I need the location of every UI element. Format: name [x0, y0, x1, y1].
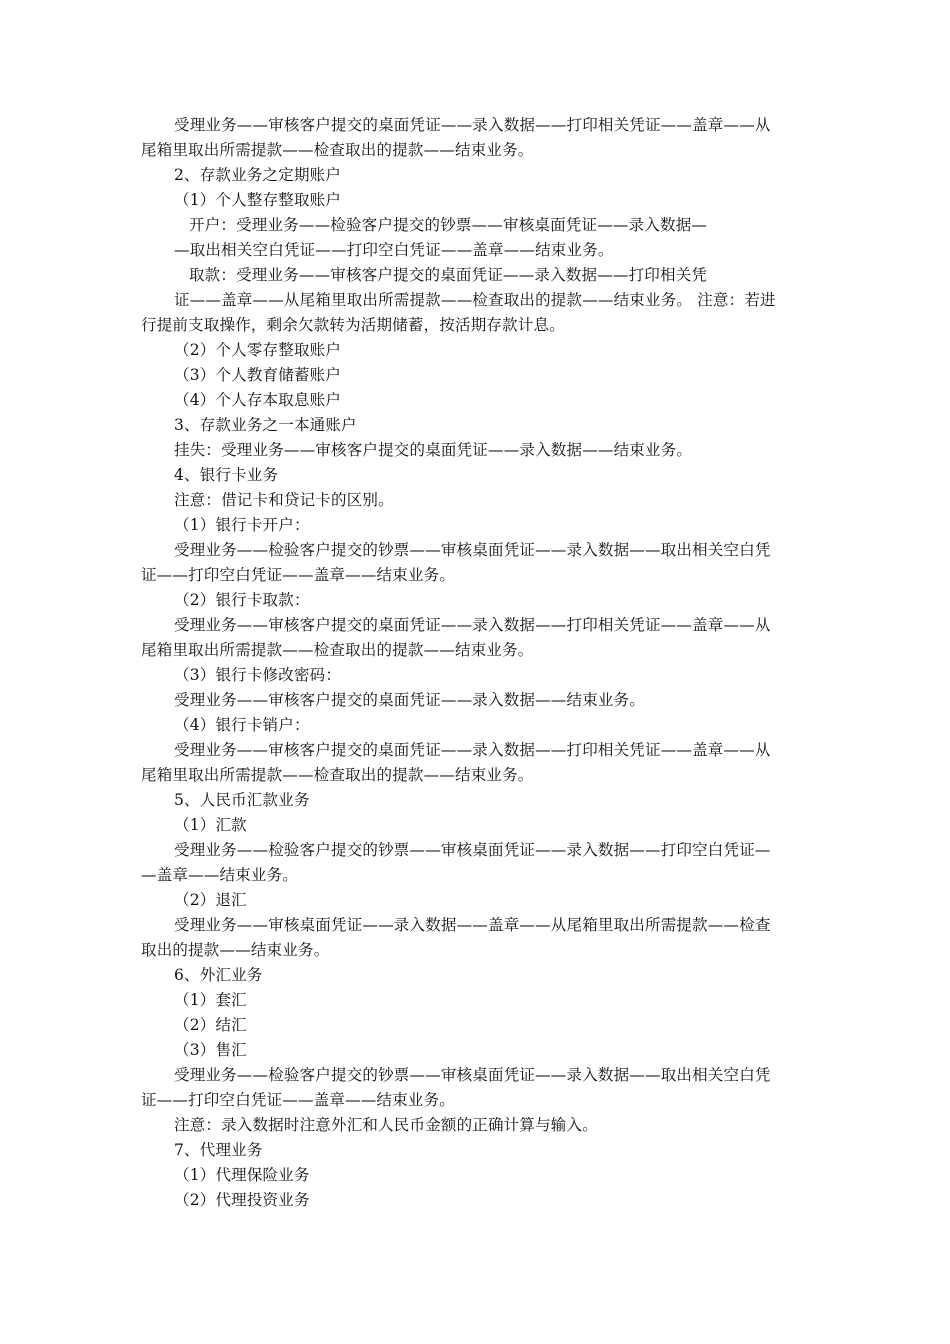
text-line: （2）代理投资业务: [174, 1191, 310, 1209]
text-line: 3、存款业务之一本通账户: [174, 416, 357, 434]
text-line: 行提前支取操作，剩余欠款转为活期储蓄，按活期存款计息。: [141, 316, 565, 334]
text-line: 6、外汇业务: [174, 966, 263, 984]
text-line: —盖章——结束业务。: [141, 866, 299, 884]
text-line: （2）个人零存整取账户: [174, 341, 342, 359]
text-line: 2、存款业务之定期账户: [174, 166, 342, 184]
text-line: 取款：受理业务——审核客户提交的桌面凭证——录入数据——打印相关凭: [189, 266, 708, 284]
text-line: 证——打印空白凭证——盖章——结束业务。: [141, 1091, 456, 1109]
text-line: （2）银行卡取款：: [174, 591, 310, 609]
text-line: （1）代理保险业务: [174, 1166, 310, 1184]
text-line: （4）个人存本取息账户: [174, 391, 342, 409]
text-line: 受理业务——审核客户提交的桌面凭证——录入数据——打印相关凭证——盖章——从: [174, 116, 771, 134]
text-line: 受理业务——检验客户提交的钞票——审核桌面凭证——录入数据——打印空白凭证—: [174, 841, 771, 859]
text-line: （2）退汇: [174, 891, 247, 909]
document-body: [141, 113, 815, 1213]
text-line: 证——盖章——从尾箱里取出所需提款——检查取出的提款——结束业务。 注意：若进: [174, 291, 776, 309]
text-line: 开户：受理业务——检验客户提交的钞票——审核桌面凭证——录入数据—: [189, 216, 708, 234]
text-line: 受理业务——审核客户提交的桌面凭证——录入数据——打印相关凭证——盖章——从: [174, 616, 771, 634]
text-line: 注意：录入数据时注意外汇和人民币金额的正确计算与输入。: [174, 1116, 598, 1134]
text-line: （2）结汇: [174, 1016, 247, 1034]
text-line: 尾箱里取出所需提款——检查取出的提款——结束业务。: [141, 766, 534, 784]
text-line: 受理业务——审核客户提交的桌面凭证——录入数据——打印相关凭证——盖章——从: [174, 741, 771, 759]
text-line: （3）银行卡修改密码：: [174, 666, 342, 684]
text-line: （3）售汇: [174, 1041, 247, 1059]
text-line: 注意：借记卡和贷记卡的区别。: [174, 491, 394, 509]
text-line: 尾箱里取出所需提款——检查取出的提款——结束业务。: [141, 141, 534, 159]
text-line: （1）套汇: [174, 991, 247, 1009]
text-line: 尾箱里取出所需提款——检查取出的提款——结束业务。: [141, 641, 534, 659]
text-line: 受理业务——审核桌面凭证——录入数据——盖章——从尾箱里取出所需提款——检查: [174, 916, 771, 934]
text-line: —取出相关空白凭证——打印空白凭证——盖章——结束业务。: [174, 241, 614, 259]
text-line: 受理业务——检验客户提交的钞票——审核桌面凭证——录入数据——取出相关空白凭: [174, 1066, 771, 1084]
text-line: 受理业务——检验客户提交的钞票——审核桌面凭证——录入数据——取出相关空白凭: [174, 541, 771, 559]
text-line: 7、代理业务: [174, 1141, 263, 1159]
text-line: 证——打印空白凭证——盖章——结束业务。: [141, 566, 456, 584]
text-line: （1）个人整存整取账户: [174, 191, 342, 209]
text-line: （4）银行卡销户：: [174, 716, 310, 734]
text-line: 受理业务——审核客户提交的桌面凭证——录入数据——结束业务。: [174, 691, 646, 709]
text-line: 5、人民币汇款业务: [174, 791, 310, 809]
text-line: （1）银行卡开户：: [174, 516, 310, 534]
text-line: （3）个人教育储蓄账户: [174, 366, 342, 384]
text-line: 4、银行卡业务: [174, 466, 279, 484]
text-line: （1）汇款: [174, 816, 247, 834]
text-line: 取出的提款——结束业务。: [141, 941, 330, 959]
text-line: 挂失：受理业务——审核客户提交的桌面凭证——录入数据——结束业务。: [174, 441, 693, 459]
